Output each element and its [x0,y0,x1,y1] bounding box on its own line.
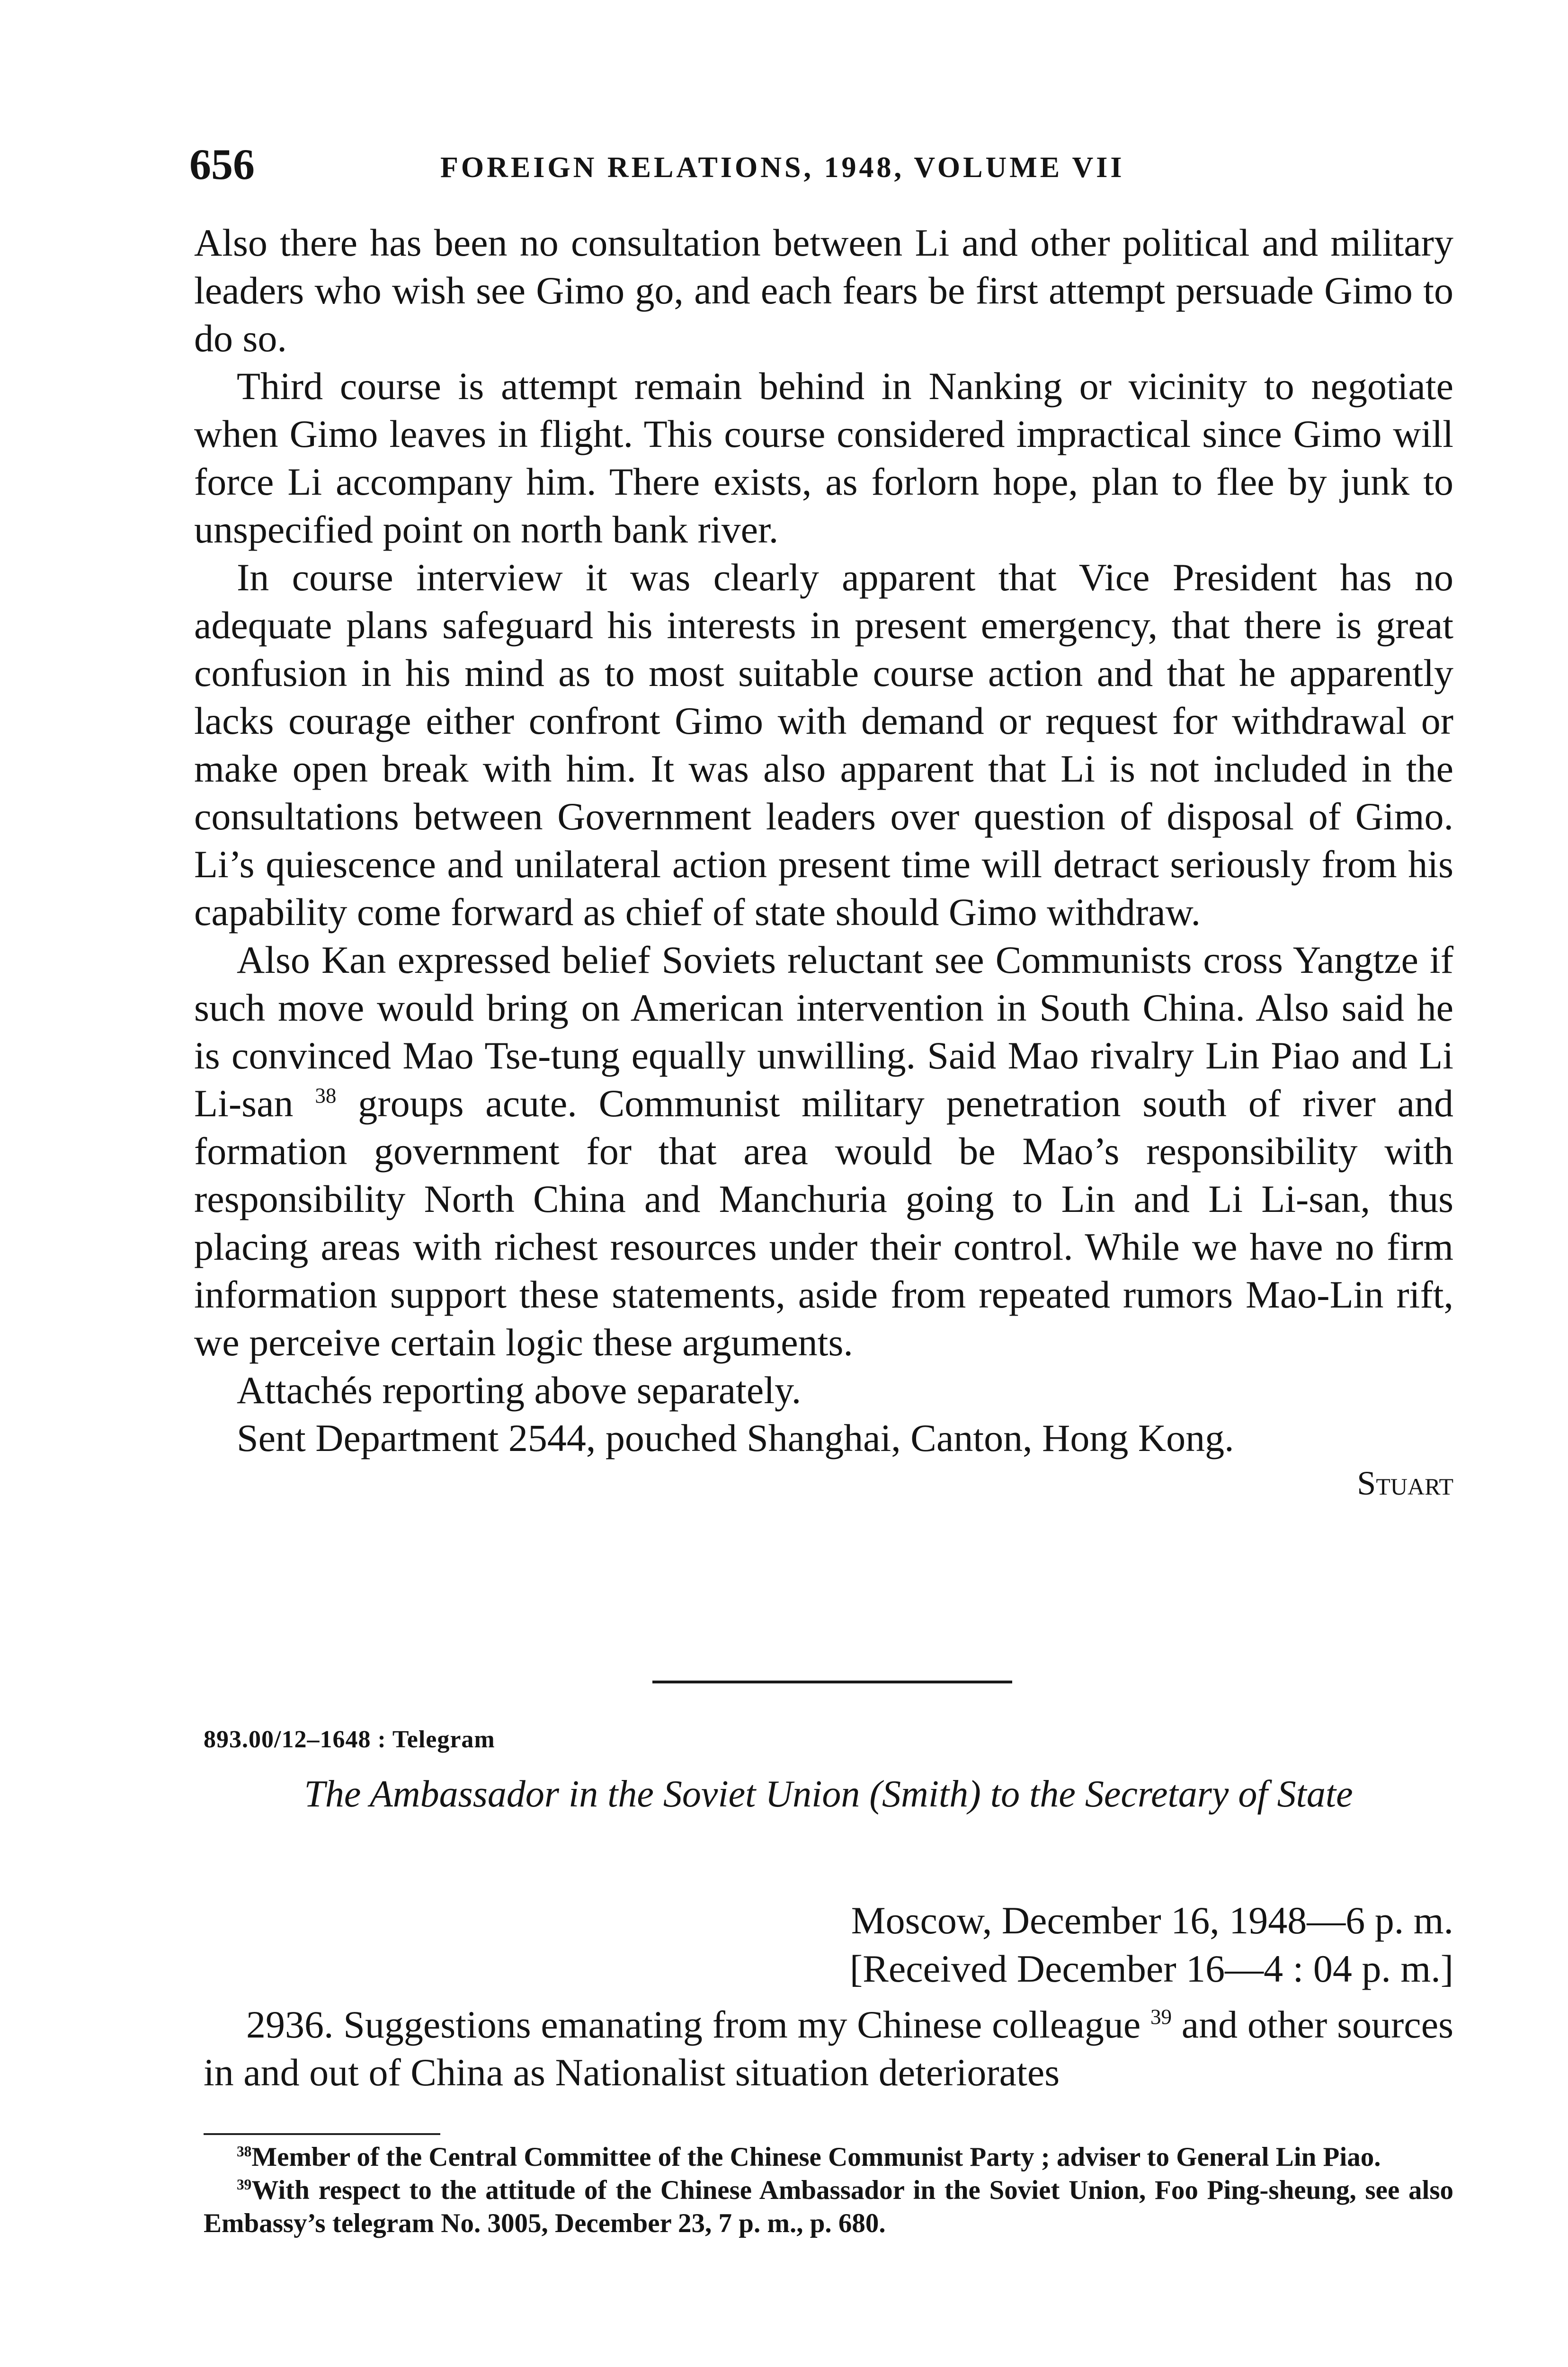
document-title: The Ambassador in the Soviet Union (Smith) to the Secretary of State [304,1773,1353,1815]
footnote-text: With respect to the attitude of the Chinese Ambassador in the Soviet Union, Foo Ping-sheung, see also Embassy’s telegram No. 3005, December 23, 7 p. m., p. 680. [204,2175,1453,2238]
closing-line: Attachés reporting above separately. [237,1369,802,1412]
paragraph-text: Also Kan expressed belief Soviets reluctant see Communists cross Yangtze if such move would bring on American intervention in South China. Also said he is convinced Mao Tse-tung equally unwilling. Said Mao rivalry Lin Piao and Li Li-san [194,938,1453,1125]
paragraph-text: and other sources in and out of China as Nationalist situation deteriorates [204,2003,1453,2094]
dateline-block [743,1896,1453,1993]
page-header [189,138,1458,190]
closing-line: Sent Department 2544, pouched Shanghai, Canton, Hong Kong. [237,1416,1234,1459]
footnote-text: Member of the Central Committee of the Chinese Communist Party ; adviser to General Lin Piao. [251,2142,1381,2172]
second-telegram-body [204,2001,1453,2096]
received-line: [Received December 16—4 : 04 p. m.] [849,1947,1453,1990]
footnotes [204,2141,1453,2240]
section-divider [652,1681,1012,1683]
dateline: Moscow, December 16, 1948—6 p. m. [851,1899,1453,1942]
footnote [204,2174,1453,2240]
page-number: 656 [189,140,255,188]
paragraph: Also there has been no consultation between Li and other political and military leaders who wish see Gimo go, and each fears be first attempt persuade Gimo to do so. [194,221,1453,360]
footnote-mark: 39 [237,2176,252,2193]
paragraph [204,2001,1453,2096]
footnote-ref-38: 38 [315,1084,337,1108]
footnote-mark: 38 [237,2143,252,2160]
telegram-body-continued [194,219,1453,1504]
signature: Stuart [1357,1464,1453,1502]
running-title: FOREIGN RELATIONS, 1948, VOLUME VII [440,151,1125,184]
footnote-rule [204,2133,440,2135]
footnote [204,2141,1453,2174]
paragraph: Third course is attempt remain behind in Nanking or vicinity to negotiate when Gimo leaves in flight. This course considered impractical since Gimo will force Li accompany him. There exists, as forlorn hope, plan to flee by junk to unspecified point on north bank river. [194,365,1453,551]
file-number: 893.00/12–1648 : Telegram [204,1726,495,1753]
footnote-ref-39: 39 [1150,2005,1172,2029]
paragraph-text: groups acute. Communist military penetration south of river and formation government for that area would be Mao’s responsibility with responsibility North China and Manchuria going to Lin and Li Li-san, thus placing areas with richest resources under their control. While we have no firm information support these statements, aside from repeated rumors Mao-Lin rift, we perceive certain logic these arguments. [194,1082,1454,1364]
paragraph-text: 2936. Suggestions emanating from my Chinese colleague [246,2003,1141,2046]
paragraph-kan [194,936,1453,1366]
paragraph: In course interview it was clearly apparent that Vice President has no adequate plans safeguard his interests in present emergency, that there is great confusion in his mind as to most suitable course action and that he apparently lacks courage either confront Gimo with demand or request for withdrawal or make open break with him. It was also apparent that Li is not included in the consultations between Government leaders over question of disposal of Gimo. Li’s quiescence and unilateral action present time will detract seriously from his capability come forward as chief of state should Gimo withdraw. [194,556,1453,934]
